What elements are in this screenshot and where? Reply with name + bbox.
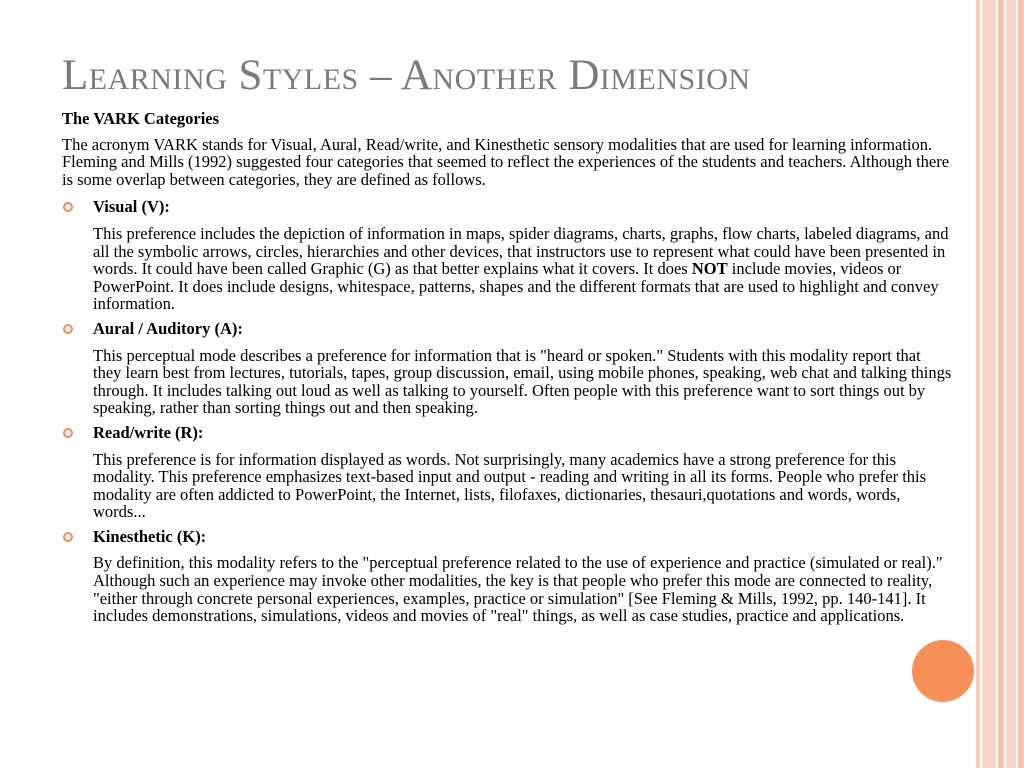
decorative-circle <box>912 640 974 702</box>
slide-content <box>62 52 952 632</box>
decorative-side-stripes <box>976 0 1024 768</box>
ring-bullet-icon <box>63 324 73 334</box>
ring-bullet-icon <box>63 428 73 438</box>
item-body-text: This preference includes the depiction of information in maps, spider diagrams, charts, graphs, flow charts, labeled diagrams, and all the symbolic arrows, circles, hierarchies and other devices, that instructors use to represent what could have been presented in words. It could have been called Graphic (G) as that better explains what it covers. It does <box>93 223 949 279</box>
item-body-emphasis: NOT <box>691 259 728 279</box>
list-item-aural <box>62 320 952 417</box>
list-item-read-write <box>62 424 952 521</box>
item-body: This preference is for information displayed as words. Not surprisingly, many academics have a strong preference for this modality. This preference emphasizes text-based input and output - reading and writing in all its forms. People who prefer this modality are often addicted to PowerPoint, the Internet, lists, filofaxes, dictionaries, thesauri,quotations and words, words, words... <box>93 449 927 522</box>
stripe <box>982 0 996 768</box>
ring-bullet-icon <box>63 202 73 212</box>
item-body-text: include movies, videos or PowerPoint. It does include designs, whitespace, patterns, shapes and the different formats that are used to highlight and convey information. <box>93 259 939 314</box>
item-title: Aural / Auditory (A): <box>93 318 243 338</box>
intro-paragraph: The acronym VARK stands for Visual, Aural, Read/write, and Kinesthetic sensory modalities that are used for learning information. Fleming and Mills (1992) suggested four categories that seemed to reflect the experiences of the students and teachers. Although there is some overlap between categories, they are defined as follows. <box>62 134 950 189</box>
stripe <box>1006 0 1016 768</box>
item-title: Visual (V): <box>93 197 170 217</box>
stripe <box>1018 0 1024 768</box>
ring-bullet-icon <box>63 532 73 542</box>
item-body <box>93 225 952 313</box>
item-title: Read/write (R): <box>93 422 204 442</box>
section-heading: The VARK Categories <box>62 109 220 128</box>
item-title: Kinesthetic (K): <box>93 526 207 546</box>
item-body: By definition, this modality refers to the "perceptual preference related to the use of experience and practice (simulated or real)." Although such an experience may invoke other modalities, the key is that people who prefer this mode are connected to reality, "either through concrete personal experiences, examples, practice or simulation" [See Fleming & Mills, 1992, pp. 140-141]. It includes demonstrations, simulations, videos and movies of "real" things, as well as case studies, practice and applications. <box>93 553 943 626</box>
list-item-kinesthetic <box>62 528 952 625</box>
slide-body <box>62 110 952 625</box>
slide-title: Learning Styles – Another Dimension <box>62 52 751 99</box>
item-body: This perceptual mode describes a preference for information that is "heard or spoken." Students with this modality report that they learn best from lectures, tutorials, tapes, group discussion, email, using mobile phones, speaking, web chat and talking things through. It includes talking out loud as well as talking to yourself. Often people with this preference want to sort things out by speaking, rather than sorting things out and then speaking. <box>93 345 952 418</box>
list-item-visual <box>62 198 952 313</box>
